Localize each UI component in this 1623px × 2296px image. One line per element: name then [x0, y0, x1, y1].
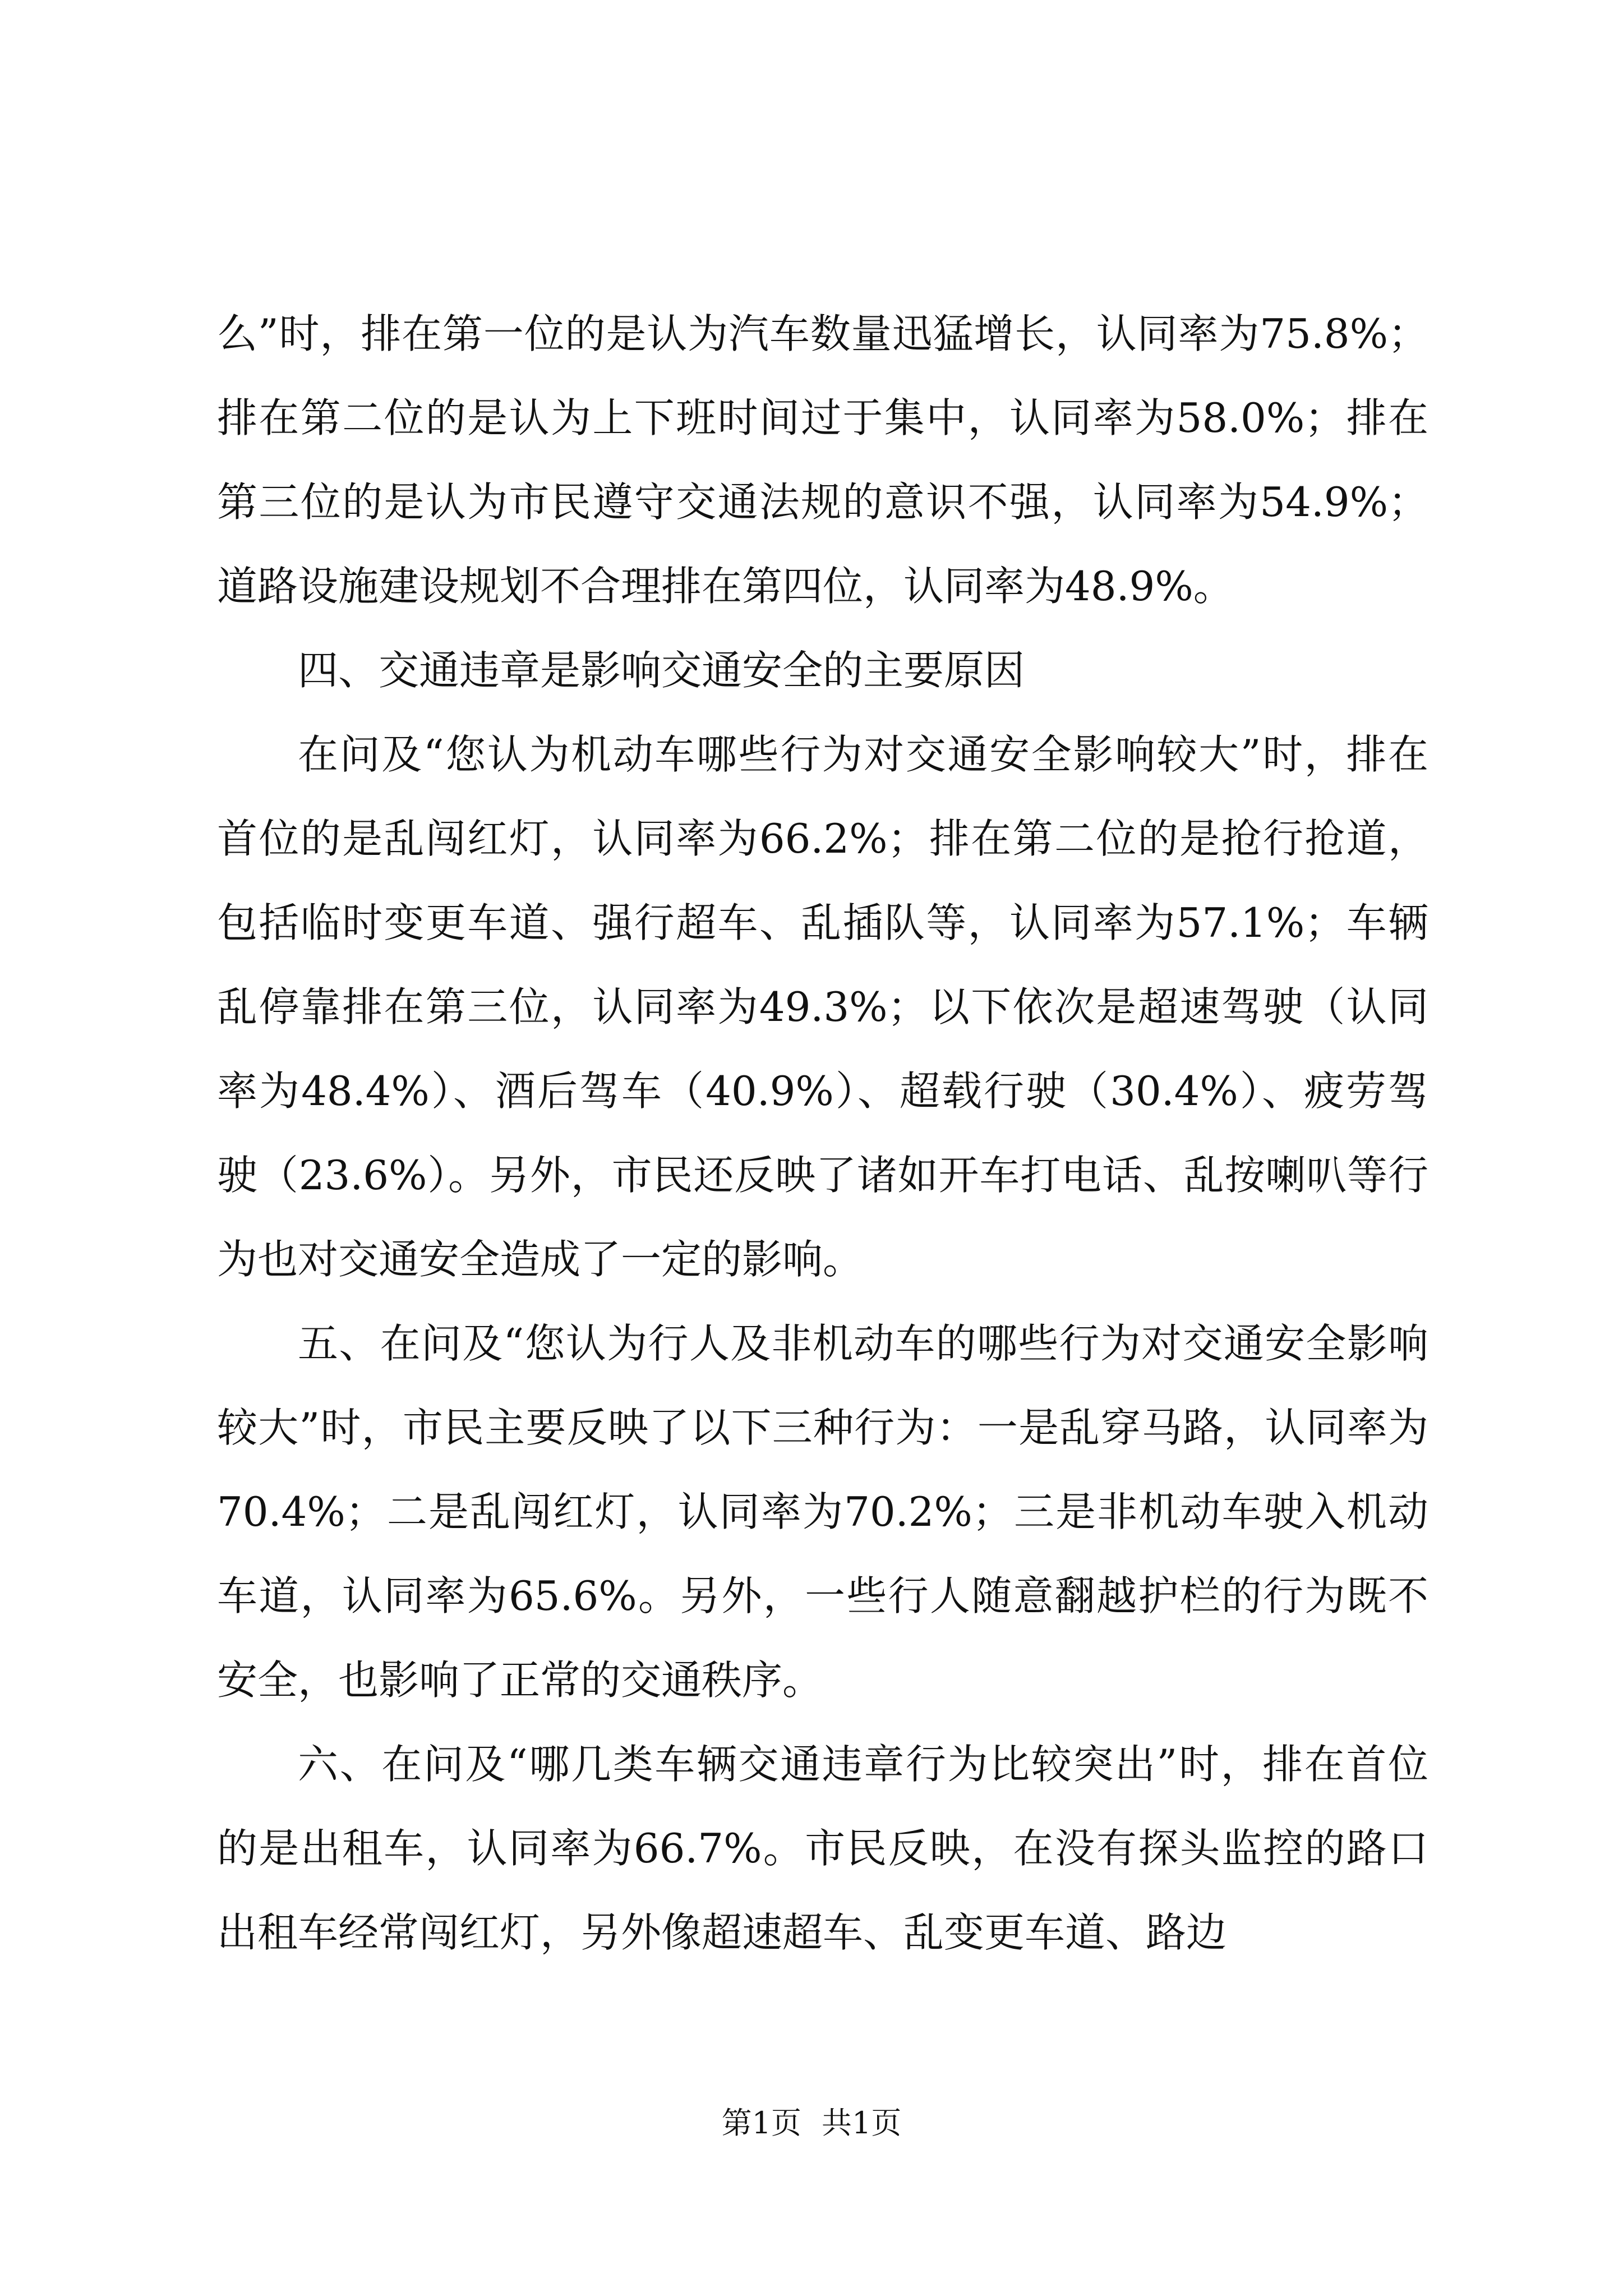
page-number: 第1页	[721, 2105, 801, 2141]
page-footer	[0, 2101, 1623, 2146]
paragraph-continuation: 么”时，排在第一位的是认为汽车数量迅猛增长，认同率为75.8%；排在第二位的是认为上下班时间过于集中，认同率为58.0%；排在第三位的是认为市民遵守交通法规的意识不强，认同率为54.9%；道路设施建设规划不合理排在第四位，认同率为48.9%。	[217, 310, 1428, 610]
paragraph-vehicle-types: 六、在问及“哪几类车辆交通违章行为比较突出”时，排在首位的是出租车，认同率为66.7%。市民反映，在没有探头监控的路口出租车经常闯红灯，另外像超速超车、乱变更车道、路边	[217, 1741, 1428, 1956]
paragraph-pedestrian-behaviors: 五、在问及“您认为行人及非机动车的哪些行为对交通安全影响较大”时，市民主要反映了以下三种行为：一是乱穿马路，认同率为70.4%；二是乱闯红灯，认同率为70.2%；三是非机动车驶入机动车道，认同率为65.6%。另外，一些行人随意翻越护栏的行为既不安全，也影响了正常的交通秩序。	[217, 1320, 1428, 1704]
page-total: 共1页	[822, 2105, 902, 2141]
section-heading-four: 四、交通违章是影响交通安全的主要原因	[298, 647, 1025, 694]
document-body	[217, 292, 1428, 1975]
paragraph-motor-vehicle-behaviors: 在问及“您认为机动车哪些行为对交通安全影响较大”时，排在首位的是乱闯红灯，认同率为66.2%；排在第二位的是抢行抢道，包括临时变更车道、强行超车、乱插队等，认同率为57.1%；车辆乱停靠排在第三位，认同率为49.3%；以下依次是超速驾驶（认同率为48.4%）、酒后驾车（40.9%）、超载行驶（30.4%）、疲劳驾驶（23.6%）。另外，市民还反映了诸如开车打电话、乱按喇叭等行为也对交通安全造成了一定的影响。	[217, 731, 1428, 1283]
